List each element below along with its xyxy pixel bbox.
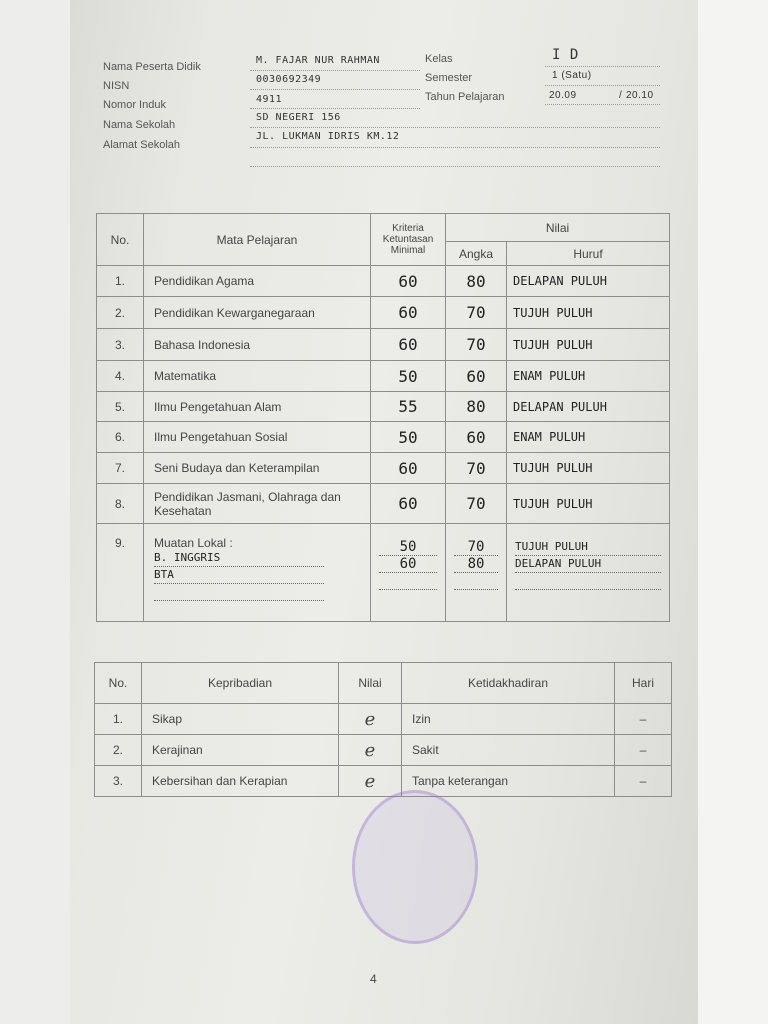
header-huruf: Huruf xyxy=(507,242,670,266)
row-subject: Matematika xyxy=(144,361,371,392)
background-right xyxy=(698,0,768,1024)
row-hari: – xyxy=(615,735,672,766)
grades-table xyxy=(96,213,670,622)
row-angka: 80 xyxy=(446,266,507,297)
value-year-sep: / xyxy=(619,90,623,101)
row-label: Kerajinan xyxy=(142,735,339,766)
table-row xyxy=(97,484,670,524)
value-semester: 1 (Satu) xyxy=(552,70,592,81)
header-kepribadian: Kepribadian xyxy=(142,663,339,704)
row-no: 5. xyxy=(97,392,144,422)
row-angka: 60 xyxy=(446,422,507,453)
row-no: 2. xyxy=(97,297,144,329)
row-angka: 70 xyxy=(446,297,507,329)
local-label: Muatan Lokal : xyxy=(154,536,233,550)
header-hari: Hari xyxy=(615,663,672,704)
value-school: SD NEGERI 156 xyxy=(256,112,341,123)
row-angka: 60 xyxy=(446,361,507,392)
row-huruf: TUJUH PULUH xyxy=(507,329,670,361)
row-kkm: 60 xyxy=(371,329,446,361)
row-no: 1. xyxy=(95,704,142,735)
row-kkm: 50 xyxy=(371,361,446,392)
label-nisn: NISN xyxy=(103,80,130,92)
row-absent: Sakit xyxy=(402,735,615,766)
row-no: 3. xyxy=(97,329,144,361)
row-kkm: 50 xyxy=(371,422,446,453)
row-angka: 70 xyxy=(446,329,507,361)
row-hari: – xyxy=(615,704,672,735)
table-row xyxy=(95,704,672,735)
row-absent: Izin xyxy=(402,704,615,735)
local-kkm-1: 50 xyxy=(379,539,437,556)
value-class: I D xyxy=(552,47,579,63)
table-row xyxy=(97,266,670,297)
row-subject: Pendidikan Agama xyxy=(144,266,371,297)
label-induk: Nomor Induk xyxy=(103,99,166,111)
table-row xyxy=(97,329,670,361)
row-hari: – xyxy=(615,766,672,797)
background-left xyxy=(0,0,70,1024)
header-subject: Mata Pelajaran xyxy=(144,214,371,266)
table-row xyxy=(95,766,672,797)
row-nilai: e xyxy=(339,766,402,797)
table-row xyxy=(95,735,672,766)
row-kkm: 60 xyxy=(371,266,446,297)
row-nilai: e xyxy=(339,735,402,766)
table-row xyxy=(97,392,670,422)
label-address: Alamat Sekolah xyxy=(103,139,181,151)
header-no: No. xyxy=(95,663,142,704)
value-year-end: 20.10 xyxy=(626,90,654,101)
row-subject: Seni Budaya dan Keterampilan xyxy=(144,453,371,484)
row-kkm: 55 xyxy=(371,392,446,422)
local-angka-2: 80 xyxy=(454,556,498,573)
local-angka-1: 70 xyxy=(454,539,498,556)
row-subject: Pendidikan Kewarganegaraan xyxy=(144,297,371,329)
header-ketidakhadiran: Ketidakhadiran xyxy=(402,663,615,704)
local-huruf-2: DELAPAN PULUH xyxy=(515,556,661,573)
row-angka: 80 xyxy=(446,392,507,422)
row-huruf: ENAM PULUH xyxy=(507,361,670,392)
label-name: Nama Peserta Didik xyxy=(103,61,201,73)
row-huruf: DELAPAN PULUH xyxy=(507,266,670,297)
local-huruf-1: TUJUH PULUH xyxy=(515,539,661,556)
value-year-start: 20.09 xyxy=(549,90,577,101)
row-label: Sikap xyxy=(142,704,339,735)
row-kkm: 60 xyxy=(371,484,446,524)
row-kkm: 60 xyxy=(371,453,446,484)
table-row xyxy=(97,453,670,484)
table-row-local xyxy=(97,524,670,622)
row-huruf: TUJUH PULUH xyxy=(507,484,670,524)
table-row xyxy=(97,422,670,453)
row-subject: Bahasa Indonesia xyxy=(144,329,371,361)
row-huruf: TUJUH PULUH xyxy=(507,453,670,484)
row-no: 8. xyxy=(97,484,144,524)
value-name: M. FAJAR NUR RAHMAN xyxy=(256,55,380,66)
row-subject: Pendidikan Jasmani, Olahraga dan Kesehatan xyxy=(144,484,371,524)
personality-table xyxy=(94,662,672,797)
label-year: Tahun Pelajaran xyxy=(425,91,505,103)
row-no: 7. xyxy=(97,453,144,484)
local-subject-2: BTA xyxy=(154,567,324,584)
header-kkm: Kriteria Ketuntasan Minimal xyxy=(371,214,446,266)
header-no: No. xyxy=(97,214,144,266)
row-angka: 70 xyxy=(446,453,507,484)
table-row xyxy=(97,361,670,392)
value-nisn: 0030692349 xyxy=(256,74,322,85)
row-label: Kebersihan dan Kerapian xyxy=(142,766,339,797)
value-address: JL. LUKMAN IDRIS KM.12 xyxy=(256,131,400,142)
row-no: 2. xyxy=(95,735,142,766)
table-row xyxy=(97,297,670,329)
row-kkm: 60 xyxy=(371,297,446,329)
row-huruf: ENAM PULUH xyxy=(507,422,670,453)
row-subject: Ilmu Pengetahuan Alam xyxy=(144,392,371,422)
local-kkm-2: 60 xyxy=(379,556,437,573)
header-nilai: Nilai xyxy=(339,663,402,704)
row-no: 4. xyxy=(97,361,144,392)
value-induk: 4911 xyxy=(256,94,283,105)
row-no: 1. xyxy=(97,266,144,297)
row-no: 3. xyxy=(95,766,142,797)
row-no: 6. xyxy=(97,422,144,453)
page-number: 4 xyxy=(370,972,377,986)
local-subject-1: B. INGGRIS xyxy=(154,550,324,567)
school-stamp xyxy=(352,790,478,944)
row-nilai: e xyxy=(339,704,402,735)
row-angka: 70 xyxy=(446,484,507,524)
label-semester: Semester xyxy=(425,72,473,84)
header-nilai: Nilai xyxy=(446,214,670,242)
row-subject: Ilmu Pengetahuan Sosial xyxy=(144,422,371,453)
label-class: Kelas xyxy=(425,53,453,65)
label-school: Nama Sekolah xyxy=(103,119,176,131)
row-huruf: DELAPAN PULUH xyxy=(507,392,670,422)
header-angka: Angka xyxy=(446,242,507,266)
row-no: 9. xyxy=(97,524,144,622)
row-absent: Tanpa keterangan xyxy=(402,766,615,797)
row-huruf: TUJUH PULUH xyxy=(507,297,670,329)
